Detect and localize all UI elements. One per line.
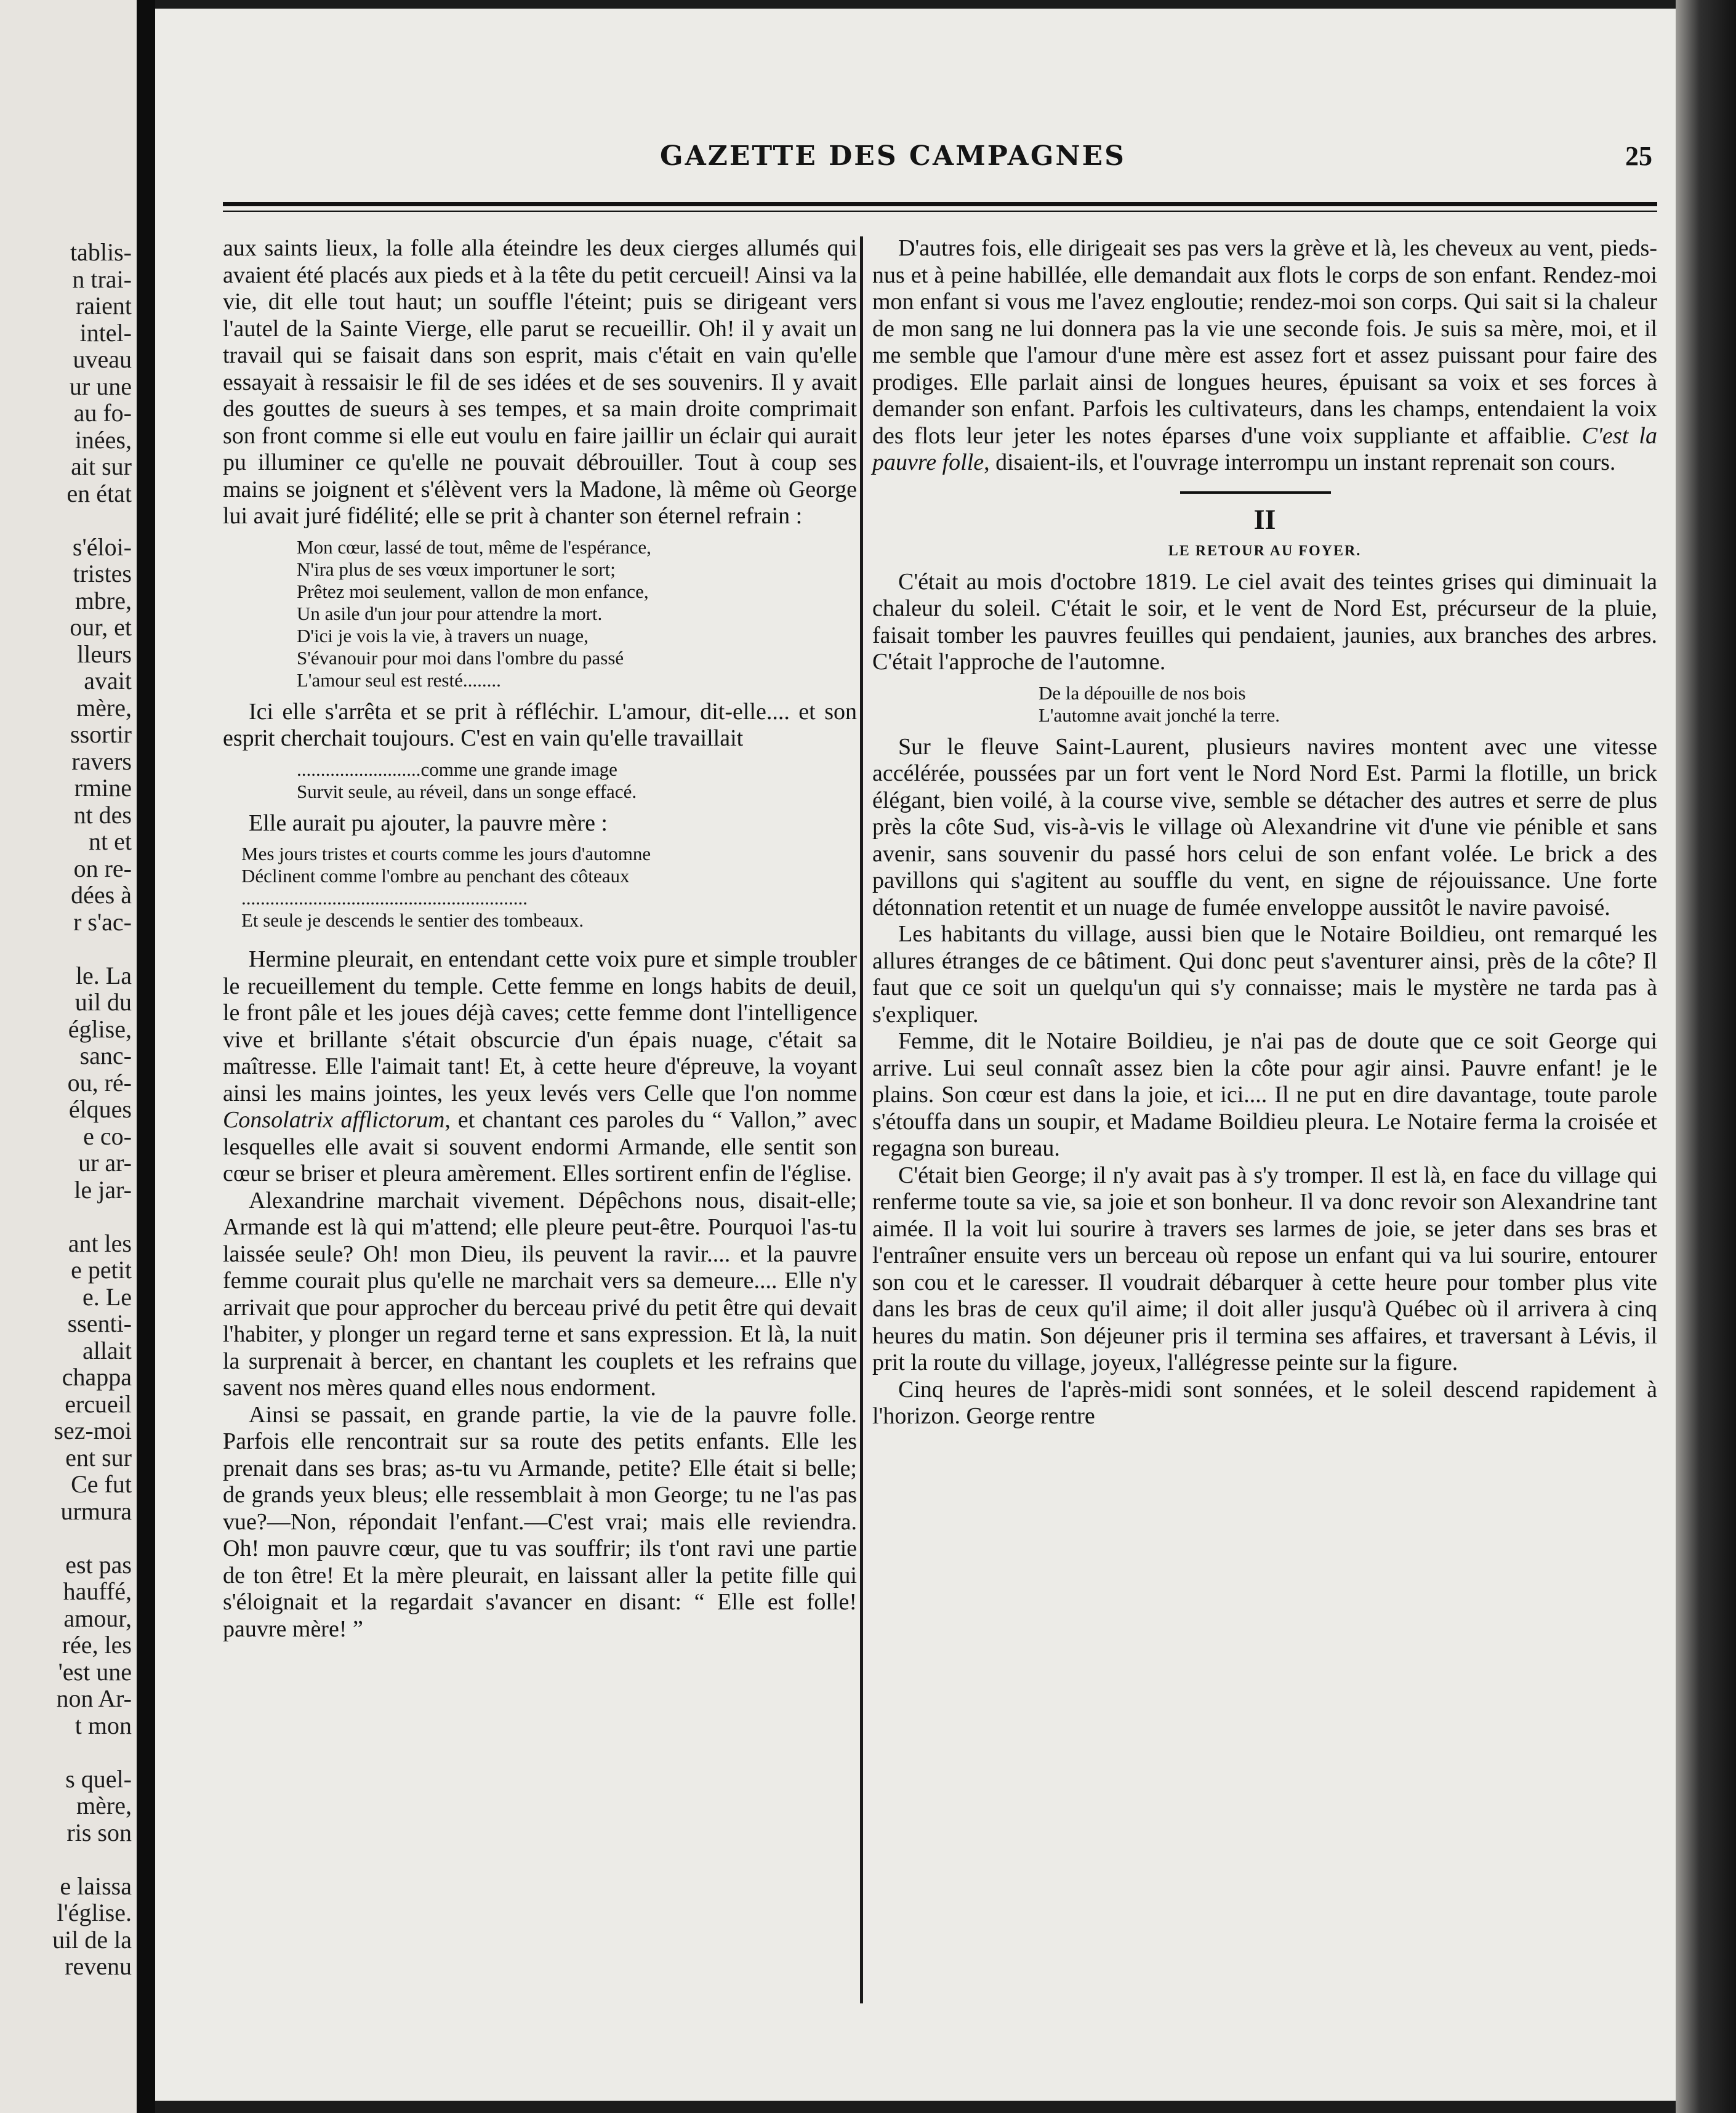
paragraph: Les habitants du village, aussi bien que le Notaire Boildieu, ont remarqué les allures étranges de ce bâtiment. Qui donc peut s'aventurer ainsi, près de la côte? Il faut que ce soit un quelqu'un qui s'y connaisse; mais le mystère ne tarda pas à s'expliquer.: [872, 921, 1657, 1028]
section-number-text: II: [1253, 503, 1276, 535]
paragraph: Alexandrine marchait vivement. Dépêchons nous, disait-elle; Armande est là qui m'attend; elle pleure peut-être. Pourquoi l'as-tu laissée seule? Oh! mon Dieu, ils peuvent la ravir.... et la pauvre femme courait plus qu'elle ne marchait vers sa demeure.... Elle n'y arrivait que pour approcher du berceau privé du petit être qui devait l'habiter, y plonger un regard terne et sans expression. Et là, la nuit la surprenait à bercer, en chantant les couplets et les refrains que savent nos mères quand elles nous endorment.: [223, 1187, 857, 1401]
section-number: [872, 501, 1657, 538]
strip-fragment: uil de la: [52, 1925, 132, 1954]
strip-fragment: rée, les: [62, 1631, 132, 1659]
strip-fragment: allait: [82, 1336, 132, 1364]
paragraph-text: , disaient-ils, et l'ouvrage interrompu un instant reprenait son cours.: [984, 449, 1616, 475]
newspaper-page: [155, 9, 1676, 2101]
verse-line: S'évanouir pour moi dans l'ombre du passé: [297, 646, 624, 669]
verse-line: L'automne avait jonché la terre.: [1039, 704, 1280, 726]
verse-line: ............................................................: [241, 887, 528, 909]
strip-fragment: ait sur: [71, 453, 132, 480]
strip-fragment: amour,: [63, 1604, 132, 1632]
strip-fragment: hauffé,: [63, 1577, 132, 1605]
strip-fragment: e petit: [71, 1256, 132, 1284]
strip-fragment: nt et: [89, 827, 132, 855]
strip-fragment: ur une: [69, 372, 132, 400]
header-title: GAZETTE DES CAMPAGNES: [660, 140, 1126, 172]
verse-block: [297, 759, 857, 803]
strip-fragment: ercueil: [65, 1390, 132, 1418]
paragraph: C'était au mois d'octobre 1819. Le ciel avait des teintes grises qui diminuait la chaleur du soleil. C'était le soir, et le vent de Nord Est, précurseur de la pluie, faisait tomber les pauvres feuilles qui pendaient, jaunies, aux branches des arbres. C'était l'approche de l'automne.: [872, 568, 1657, 675]
strip-fragment: s quel-: [65, 1765, 132, 1793]
paragraph: Ainsi se passait, en grande partie, la vie de la pauvre folle. Parfois elle rencontrait sur sa route des petits enfants. Elle les prenait dans ses bras; as-tu vu Armande, petite? Elle était si belle; de grands yeux bleus; elle ressemblait à mon George; tu ne l'as pas vue?—Non, répondait l'enfant.—C'est vrai; mais elle reviendra. Oh! mon pauvre cœur, que tu vas souffrir; ils t'ont ravi une partie de ton être! Et la mère pleurait, en laissant aller la petite fille qui s'éloignait et la regardait s'avancer en disant: “ Elle est folle! pauvre mère! ”: [223, 1401, 857, 1642]
verse-line: L'amour seul est resté........: [297, 669, 501, 691]
latin-phrase: Consolatrix afflictorum: [223, 1107, 445, 1133]
strip-fragment: intel-: [79, 318, 132, 347]
strip-fragment: uil du: [74, 988, 132, 1016]
section-title: LE RETOUR AU FOYER.: [1168, 542, 1362, 559]
strip-fragment: urmura: [60, 1497, 132, 1525]
paragraph-text: Hermine pleurait, en entendant cette voix pure et simple troubler le recueillement du temple. Cette femme en longs habits de deuil, le front pâle et les joues déjà caves; cette femme dont l'intelligence vive et brillante s'était obscurcie d'un épais nuage, c'était sa maîtresse. Elle l'aimait tant! Et, à cette heure d'épreuve, la voyant ainsi les mains jointes, les yeux levés vers Celle que l'on nomme: [223, 946, 857, 1106]
strip-fragment: mère,: [76, 693, 132, 722]
strip-fragment: ssenti-: [67, 1310, 132, 1337]
strip-fragment: avait: [84, 667, 132, 694]
verse-line: D'ici je vois la vie, à travers un nuage,: [297, 624, 589, 646]
book-gutter: [137, 0, 155, 2113]
previous-page-strip: [0, 0, 137, 2113]
paragraph: Cinq heures de l'après-midi sont sonnées, et le soleil descend rapidement à l'horizon. George rentre: [872, 1376, 1657, 1429]
strip-fragment: e. Le: [82, 1282, 132, 1311]
verse-line: Mes jours tristes et courts comme les jours d'automne: [241, 843, 651, 864]
paragraph: Ici elle s'arrêta et se prit à réfléchir. L'amour, dit-elle.... et son esprit cherchait toujours. C'est en vain qu'elle travaillait: [223, 698, 857, 751]
verse-line: Survit seule, au réveil, dans un songe effacé.: [297, 780, 637, 802]
strip-fragment: l'église.: [57, 1899, 132, 1926]
strip-fragment: ent sur: [65, 1443, 132, 1471]
strip-fragment: Ce fut: [71, 1470, 132, 1498]
strip-fragment: ur ar-: [78, 1149, 132, 1177]
verse-line: De la dépouille de nos bois: [1039, 682, 1246, 704]
page-number: 25: [1625, 141, 1652, 171]
strip-fragment: mbre,: [74, 586, 132, 614]
verse-block: [1039, 682, 1657, 726]
paragraph: Sur le fleuve Saint-Laurent, plusieurs navires montent avec une vitesse accélérée, poussées par un fort vent le Nord Nord Est. Parmi la flotille, un brick élégant, bien voilé, à la course vive, semble se détacher des autres et serre de plus près la côte Sud, vis-à-vis le village où Alexandrine vit d'une vie pénible et sans avenir, sans souvenir du passé hors celui de son enfant volée. Le brick a des pavillons qui s'agitent au souffle du vent, en signe de réjouissance. Une forte détonnation retentit et un nuage de fumée enveloppe aussitôt le navire pavoisé.: [872, 733, 1657, 920]
strip-fragment: ravers: [71, 747, 132, 775]
strip-fragment: élques: [68, 1095, 132, 1123]
verse-line: Mon cœur, lassé de tout, même de l'espérance,: [297, 536, 651, 558]
verse-line: Un asile d'un jour pour attendre la mort.: [297, 602, 603, 624]
header-rule-thin: [223, 211, 1657, 212]
strip-fragment: r s'ac-: [73, 908, 132, 936]
strip-fragment: ant les: [68, 1229, 132, 1257]
italic-quote: C'est la pauvre folle: [872, 422, 1657, 475]
strip-fragment: ris son: [66, 1818, 132, 1846]
strip-fragment: raient: [75, 292, 132, 320]
header-rule-thick: [223, 202, 1657, 206]
strip-fragment: mère,: [76, 1792, 132, 1819]
strip-fragment: uveau: [73, 345, 132, 373]
verse-line: Déclinent comme l'ombre au penchant des côteaux: [241, 865, 630, 887]
paragraph: aux saints lieux, la folle alla éteindre les deux cierges allumés qui avaient été placés aux pieds et à la tête du petit cercueil! Ainsi va la vie, dit elle tout haut; un souffle l'éteint; puis se dirigeant vers l'autel de la Sainte Vierge, elle parut se recueillir. Oh! il y avait un travail qui se faisait dans son esprit, mais c'était en vain qu'elle essayait à ressaisir le fil de ses idées et de ses souvenirs. Il y avait des gouttes de sueurs à ses tempes, et sa main droite comprimait son front comme si elle eut voulu en faire jaillir un éclair qui aurait pu illuminer ce qu'elle ne pouvait débrouiller. Tout à coup ses mains se joignent et s'élèvent vers la Madone, là même où George lui avait juré fidélité; elle se prit à chanter son éternel refrain :: [223, 235, 857, 529]
strip-fragment: le. La: [75, 961, 132, 989]
verse-block: [297, 536, 857, 691]
strip-fragment: e co-: [83, 1122, 132, 1150]
verse-line: N'ira plus de ses vœux importuner le sort;: [297, 558, 616, 580]
strip-fragment: ou, ré-: [67, 1068, 132, 1097]
strip-fragment: n trai-: [72, 265, 132, 293]
paragraph: Femme, dit le Notaire Boildieu, je n'ai pas de doute que ce soit George qui arrive. Lui seul connaît assez bien la côte pour agir ainsi. Pauvre enfant! je le plains. Son cœur est dans la joie, et ici.... Il ne put en dire davantage, toute parole s'étouffa dans un soupir, et Madame Boildieu pleura. Le Notaire ferma la croisée et regagna son bureau.: [872, 1028, 1657, 1161]
strip-fragment: chappa: [62, 1363, 132, 1391]
strip-fragment: non Ar-: [56, 1684, 132, 1712]
paragraph: Elle aurait pu ajouter, la pauvre mère :: [249, 810, 608, 836]
strip-fragment: rmine: [74, 774, 132, 802]
strip-fragment: en état: [66, 479, 132, 507]
strip-fragment: le jar-: [74, 1175, 132, 1204]
strip-fragment: est pas: [65, 1550, 132, 1579]
strip-fragment: sanc-: [79, 1042, 132, 1069]
right-column: [872, 235, 1657, 1430]
strip-fragment: inées,: [74, 425, 132, 454]
paragraph-text: D'autres fois, elle dirigeait ses pas vers la grève et là, les cheveux au vent, pieds-nus et à peine habillée, elle demandait aux flots le corps de son enfant. Rendez-moi mon enfant si vous me l'avez engloutie; rendez-moi son corps. Qui sait si la chaleur de mon sang ne lui donnera pas la vie une seconde fois. Je suis sa mère, moi, et il me semble que l'amour d'une mère est assez fort et assez puissant pour faire des prodiges. Elle parlait ainsi de longues heures, épuisant sa voix et ses forces à demander son enfant. Parfois les cultivateurs, dans les champs, entendaient la voix des flots leur jeter les notes éparses d'une voix suppliante et affaiblie.: [872, 235, 1657, 449]
strip-fragment: ssortir: [70, 720, 132, 748]
strip-fragment: on re-: [73, 854, 132, 882]
paragraph: C'était bien George; il n'y avait pas à s'y tromper. Il est là, en face du village qui renferme toute sa vie, sa joie et son bonheur. Il va donc revoir son Alexandrine tant aimée. Il la voit lui sourire à travers ses larmes de joie, se jeter dans ses bras et l'entraîner ensuite vers un berceau où repose un enfant qui va lui sourire, entourer son cou et le caresser. Il voudrait débarquer à cette heure pour tomber plus vite dans les bras de ceux qu'il aime; il doit aller jusqu'à Québec où il arrivera à cinq heures du matin. Son déjeuner pris il termina ses affaires, et traversant à Lévis, il prit la route du village, joyeux, l'allégresse peinte sur la figure.: [872, 1162, 1657, 1375]
strip-fragment: nt des: [73, 800, 132, 829]
strip-fragment: tablis-: [70, 238, 132, 266]
strip-fragment: au fo-: [73, 399, 132, 427]
strip-fragment: 'est une: [58, 1657, 132, 1686]
page-edge-shadow: [1676, 0, 1736, 2113]
verse-line: ..........................comme une grande image: [297, 758, 617, 780]
strip-fragment: revenu: [65, 1952, 132, 1980]
section-rule: [1180, 491, 1331, 494]
left-column: [223, 235, 857, 1643]
verse-line: Prêtez moi seulement, vallon de mon enfance,: [297, 580, 649, 602]
strip-fragment: tristes: [73, 560, 132, 587]
strip-fragment: s'éloi-: [72, 533, 132, 561]
verse-line: Et seule je descends le sentier des tombeaux.: [241, 909, 584, 931]
paragraph: [223, 946, 857, 1188]
strip-fragment: lleurs: [77, 640, 132, 668]
strip-fragment: our, et: [70, 613, 132, 641]
paragraph: [872, 235, 1657, 477]
strip-fragment: église,: [68, 1015, 132, 1043]
verse-block: [241, 843, 857, 932]
strip-fragment: sez-moi: [54, 1417, 132, 1444]
column-divider: [860, 236, 863, 2003]
strip-fragment: e laissa: [60, 1872, 132, 1900]
paragraph-text: , et chantant ces paroles du “ Vallon,” avec lesquelles elle avait si souvent endormi Armande, elle sentit son cœur se briser et pleura amèrement. Elles sortirent enfin de l'église.: [223, 1107, 857, 1186]
page-header: [155, 140, 1676, 177]
strip-fragment: t mon: [74, 1711, 132, 1739]
strip-fragment: dées à: [71, 881, 132, 909]
